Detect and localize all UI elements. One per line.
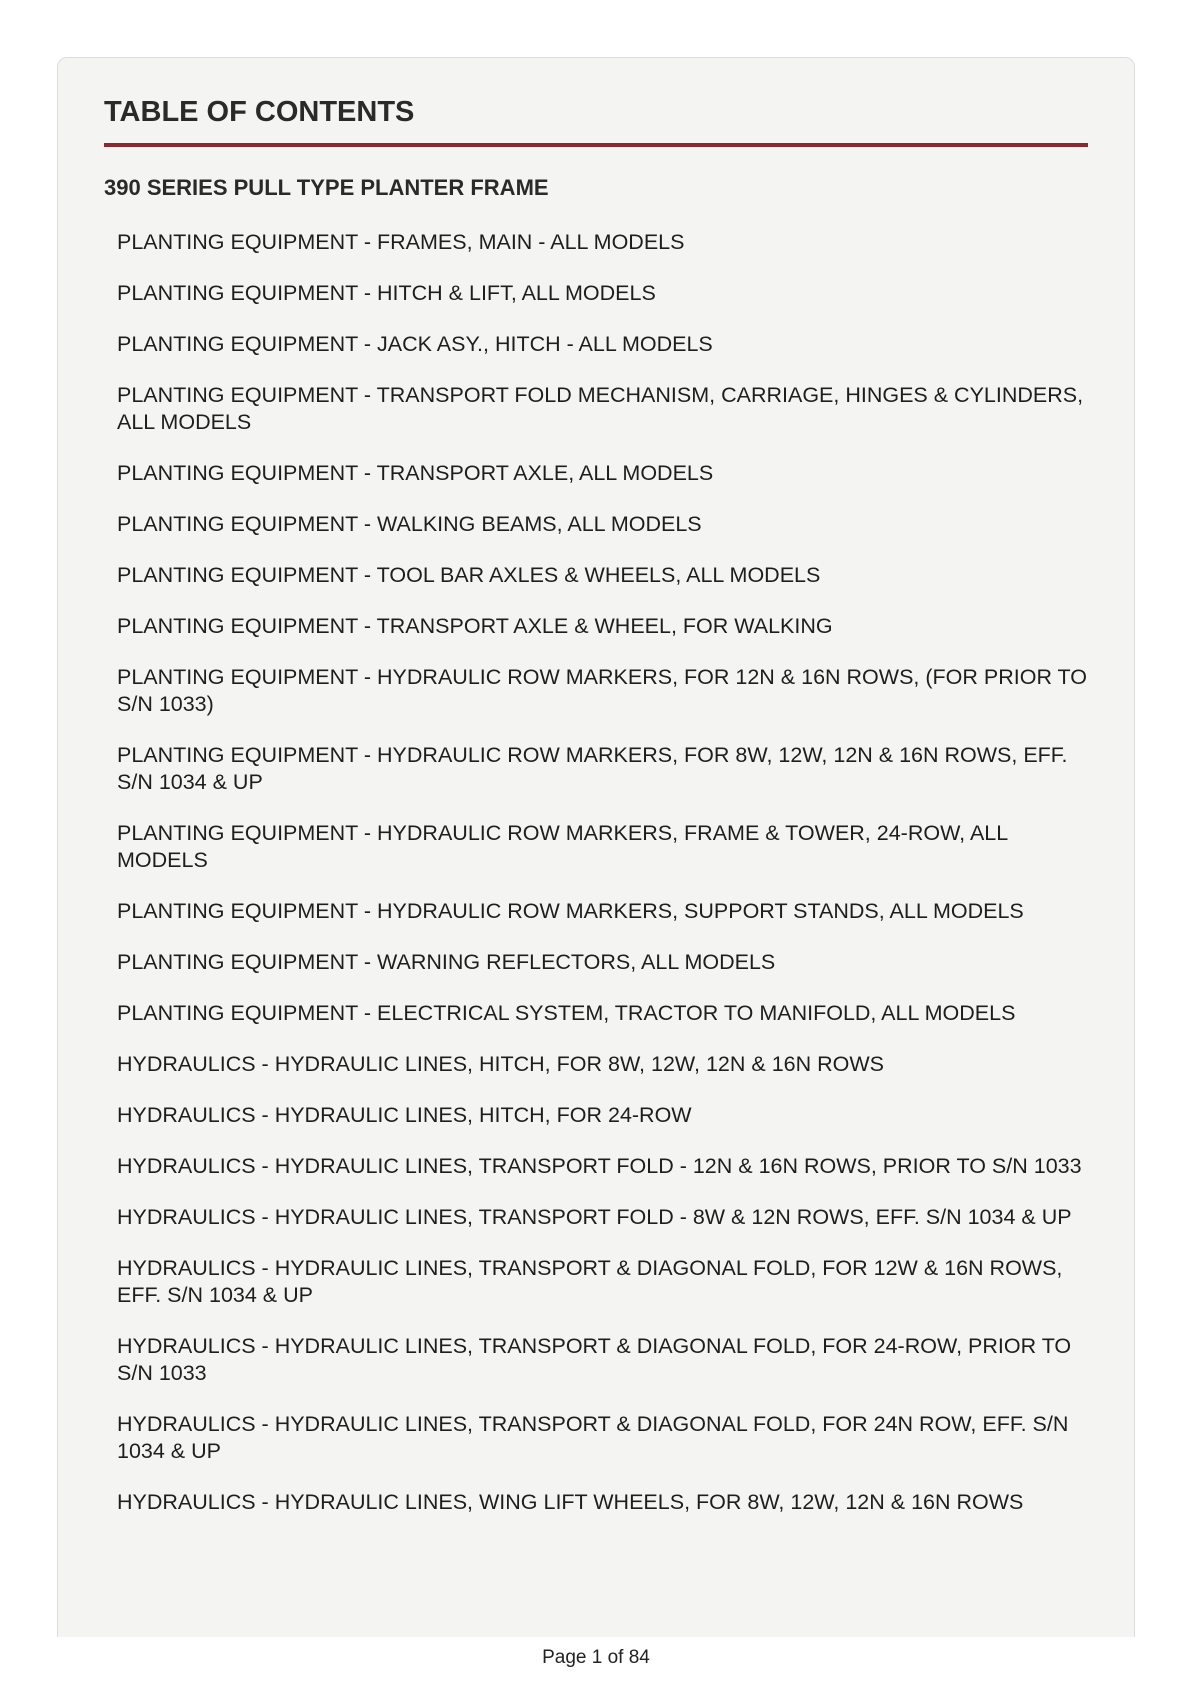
toc-entry[interactable]: HYDRAULICS - HYDRAULIC LINES, TRANSPORT & DIAGONAL FOLD, FOR 24-ROW, PRIOR TO S/N 1033 bbox=[117, 1334, 1072, 1385]
toc-entry[interactable]: PLANTING EQUIPMENT - HITCH & LIFT, ALL MODELS bbox=[117, 281, 656, 305]
toc-entry[interactable]: HYDRAULICS - HYDRAULIC LINES, TRANSPORT & DIAGONAL FOLD, FOR 24N ROW, EFF. S/N 1034 & UP bbox=[117, 1412, 1069, 1463]
toc-entry[interactable]: PLANTING EQUIPMENT - HYDRAULIC ROW MARKERS, FRAME & TOWER, 24-ROW, ALL MODELS bbox=[117, 821, 1008, 872]
toc-entry[interactable]: PLANTING EQUIPMENT - WALKING BEAMS, ALL MODELS bbox=[117, 512, 702, 536]
toc-entry[interactable]: PLANTING EQUIPMENT - TOOL BAR AXLES & WHEELS, ALL MODELS bbox=[117, 563, 821, 587]
toc-entry[interactable]: PLANTING EQUIPMENT - HYDRAULIC ROW MARKERS, FOR 12N & 16N ROWS, (FOR PRIOR TO S/N 1033) bbox=[117, 665, 1088, 716]
toc-entry[interactable]: PLANTING EQUIPMENT - JACK ASY., HITCH - ALL MODELS bbox=[117, 332, 713, 356]
toc-entry[interactable]: PLANTING EQUIPMENT - FRAMES, MAIN - ALL MODELS bbox=[117, 230, 685, 254]
toc-entry[interactable]: HYDRAULICS - HYDRAULIC LINES, HITCH, FOR 24-ROW bbox=[117, 1103, 692, 1127]
toc-entry[interactable]: PLANTING EQUIPMENT - HYDRAULIC ROW MARKERS, FOR 8W, 12W, 12N & 16N ROWS, EFF. S/N 1034 & UP bbox=[117, 743, 1068, 794]
page-title: TABLE OF CONTENTS bbox=[104, 96, 415, 128]
page-number: Page 1 of 84 bbox=[542, 1647, 650, 1668]
toc-entry[interactable]: PLANTING EQUIPMENT - HYDRAULIC ROW MARKERS, SUPPORT STANDS, ALL MODELS bbox=[117, 899, 1024, 923]
toc-entry-list bbox=[104, 229, 1088, 1516]
toc-entry[interactable]: HYDRAULICS - HYDRAULIC LINES, TRANSPORT FOLD - 8W & 12N ROWS, EFF. S/N 1034 & UP bbox=[117, 1205, 1072, 1229]
toc-entry[interactable]: PLANTING EQUIPMENT - TRANSPORT AXLE & WHEEL, FOR WALKING bbox=[117, 614, 833, 638]
toc-entry[interactable]: PLANTING EQUIPMENT - ELECTRICAL SYSTEM, TRACTOR TO MANIFOLD, ALL MODELS bbox=[117, 1001, 1016, 1025]
title-divider bbox=[104, 143, 1088, 147]
toc-entry[interactable]: PLANTING EQUIPMENT - WARNING REFLECTORS, ALL MODELS bbox=[117, 950, 776, 974]
section-title: 390 SERIES PULL TYPE PLANTER FRAME bbox=[104, 175, 549, 200]
toc-entry[interactable]: HYDRAULICS - HYDRAULIC LINES, TRANSPORT FOLD - 12N & 16N ROWS, PRIOR TO S/N 1033 bbox=[117, 1154, 1082, 1178]
toc-entry[interactable]: PLANTING EQUIPMENT - TRANSPORT FOLD MECHANISM, CARRIAGE, HINGES & CYLINDERS, ALL MODELS bbox=[117, 383, 1084, 434]
toc-panel bbox=[57, 57, 1135, 1637]
toc-entry[interactable]: HYDRAULICS - HYDRAULIC LINES, HITCH, FOR 8W, 12W, 12N & 16N ROWS bbox=[117, 1052, 884, 1076]
toc-entry[interactable]: PLANTING EQUIPMENT - TRANSPORT AXLE, ALL MODELS bbox=[117, 461, 714, 485]
toc-entry[interactable]: HYDRAULICS - HYDRAULIC LINES, WING LIFT WHEELS, FOR 8W, 12W, 12N & 16N ROWS bbox=[117, 1490, 1024, 1514]
toc-entry[interactable]: HYDRAULICS - HYDRAULIC LINES, TRANSPORT & DIAGONAL FOLD, FOR 12W & 16N ROWS, EFF. S/N 1034 & UP bbox=[117, 1256, 1063, 1307]
